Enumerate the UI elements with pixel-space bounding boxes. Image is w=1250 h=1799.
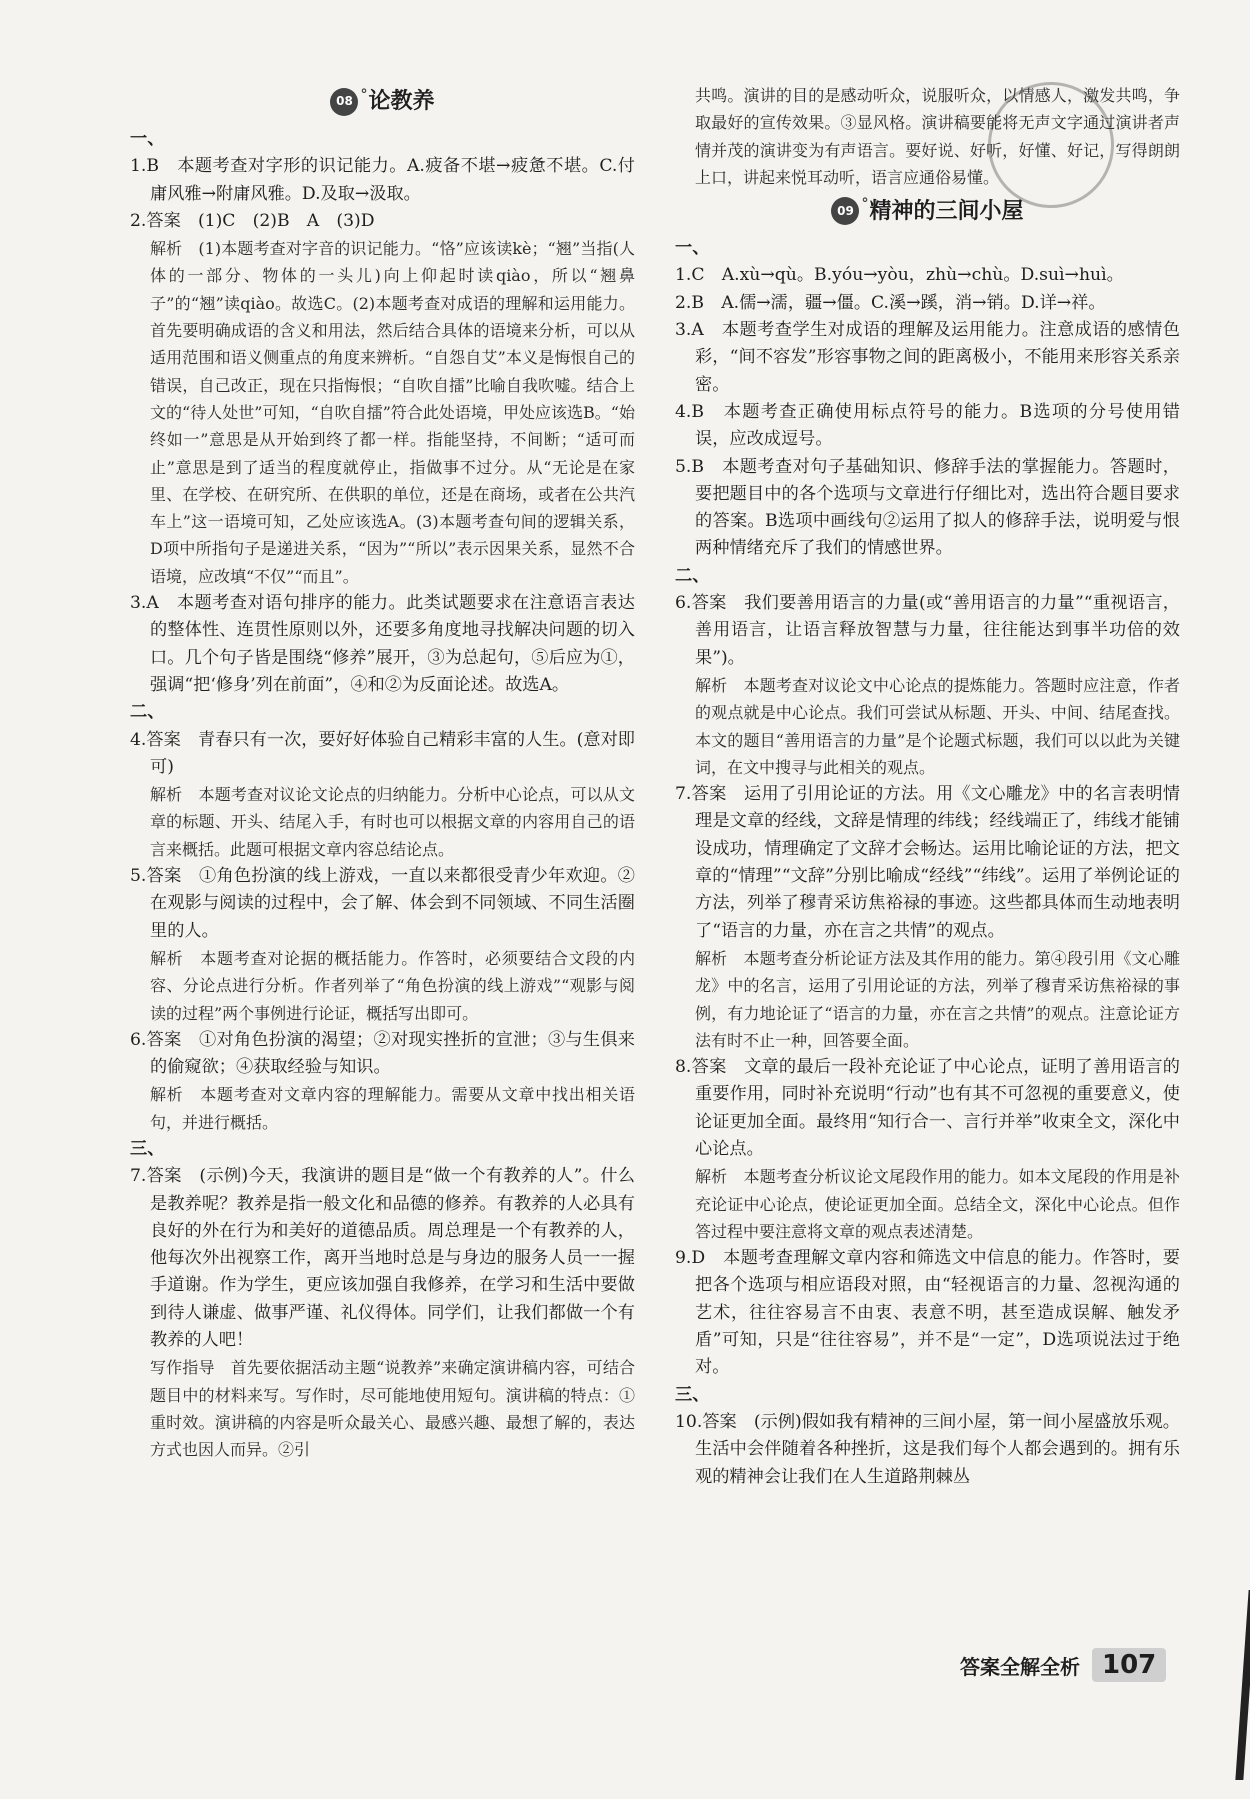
answer-item: 1.C A.xù→qù。B.yóu→yòu，zhù→chù。D.suì→huì。 xyxy=(675,265,1124,286)
answer-item: 5.答案 ①角色扮演的线上游戏，一直以来都很受青少年欢迎。②在观影与阅读的过程中，会了解、体会到不同领域、不同生活圈里的人。 xyxy=(130,866,635,941)
answer-item: 4.答案 青春只有一次，要好好体验自己精彩丰富的人生。(意对即可) xyxy=(130,729,635,777)
answer-item: 3.A 本题考查对语句排序的能力。此类试题要求在注意语言表达的整体性、连贯性原则以外，还要多角度地寻找解决问题的切入口。几个句子皆是围绕“修养”展开，③为总起句，⑤后应为①，强调“把‘修身’列在前面”，④和②为反面论述。故选A。 xyxy=(130,593,635,695)
answer-item: 10.答案 (示例)假如我有精神的三间小屋，第一间小屋盛放乐观。生活中会伴随着各种挫折，这是我们每个人都会遇到的。拥有乐观的精神会让我们在人生道路荆棘丛 xyxy=(675,1411,1180,1487)
answer-item: 6.答案 我们要善用语言的力量(或“善用语言的力量”“重视语言，善用语言，让语言释放智慧与力量，往往能达到事半功倍的效果”)。 xyxy=(675,593,1180,668)
part-heading: 三、 xyxy=(675,1384,710,1405)
answer-item: 1.B 本题考查对字形的识记能力。A.疲备不堪→疲惫不堪。C.付庸风雅→附庸风雅。D.及取→汲取。 xyxy=(130,156,635,204)
lesson-number-badge: 09 ° xyxy=(831,197,859,225)
part-heading: 二、 xyxy=(675,565,710,586)
explanation: 解析 本题考查对论据的概括能力。作答时，必须要结合文段的内容、分论点进行分析。作者列举了“角色扮演的线上游戏”“观影与阅读的过程”两个事例进行论证，概括写出即可。 xyxy=(150,948,635,1023)
left-column xyxy=(130,82,635,1464)
answer-item: 2.答案 (1)C (2)B A (3)D xyxy=(130,210,375,231)
explanation: 解析 本题考查对议论文中心论点的提炼能力。答题时应注意，作者的观点就是中心论点。我们可尝试从标题、开头、中间、结尾查找。本文的题目“善用语言的力量”是个论题式标题，我们可以以此为关键词，在文中搜寻与此相关的观点。 xyxy=(695,675,1180,777)
answer-item: 6.答案 ①对角色扮演的渴望；②对现实挫折的宣泄；③与生俱来的偷窥欲；④获取经验与知识。 xyxy=(130,1029,635,1078)
footer-label: 答案全解全析 xyxy=(960,1654,1080,1679)
page-footer xyxy=(960,1648,1166,1682)
answer-item: 2.B A.儒→濡，疆→僵。C.溪→蹊，消→销。D.详→祥。 xyxy=(675,292,1106,313)
right-column xyxy=(675,82,1180,1491)
continued-text: 共鸣。演讲的目的是感动听众，说服听众，以情感人，激发共鸣，争取最好的宣传效果。③显风格。演讲稿要能将无声文字通过演讲者声情并茂的演讲变为有声语言。要好说、好听，好懂、好记，写得朗朗上口，讲起来悦耳动听，语言应通俗易懂。 xyxy=(695,86,1180,187)
part-heading: 二、 xyxy=(130,702,165,723)
lesson-number-badge: 08 ° xyxy=(330,88,358,116)
answer-item: 7.答案 运用了引用论证的方法。用《文心雕龙》中的名言表明情理是文章的经线，文辞是情理的纬线；经线端正了，纬线才能铺设成功，情理确定了文辞才会畅达。运用比喻论证的方法，把文章的“情理”“文辞”分别比喻成“经线”“纬线”。运用了举例论证的方法，列举了穆青采访焦裕禄的事迹。这些都具体而生动地表明了“语言的力量，亦在言之共情”的观点。 xyxy=(675,784,1180,941)
page-edge-shadow xyxy=(1235,1590,1250,1780)
explanation: 解析 本题考查对文章内容的理解能力。需要从文章中找出相关语句，并进行概括。 xyxy=(150,1085,635,1132)
answer-item: 9.D 本题考查理解文章内容和筛选文中信息的能力。作答时，要把各个选项与相应语段对照，由“轻视语言的力量、忽视沟通的艺术，往往容易言不由衷、表意不明，甚至造成误解、触发矛盾”可知，只是“往往容易”，并不是“一定”，D选项说法过于绝对。 xyxy=(675,1248,1180,1378)
section-title-09 xyxy=(675,191,1180,231)
page-number: 107 xyxy=(1092,1648,1166,1682)
answer-item: 7.答案 (示例)今天，我演讲的题目是“做一个有教养的人”。什么是教养呢？教养是指一般文化和品德的修养。有教养的人必具有良好的外在行为和美好的道德品质。周总理是一个有教养的人，他每次外出视察工作，离开当地时总是与身边的服务人员一一握手道谢。作为学生，更应该加强自我修养，在学习和生活中要做到待人谦虚、做事严谨、礼仪得体。同学们，让我们都做一个有教养的人吧！ xyxy=(130,1166,635,1351)
lesson-title: 论教养 xyxy=(368,89,435,115)
explanation: 解析 本题考查对议论文论点的归纳能力。分析中心论点，可以从文章的标题、开头、结尾入手，有时也可以根据文章的内容用自己的语言来概括。此题可根据文章内容总结论点。 xyxy=(150,785,635,859)
answer-item: 4.B 本题考查正确使用标点符号的能力。B选项的分号使用错误，应改成逗号。 xyxy=(675,401,1180,450)
answer-item: 5.B 本题考查对句子基础知识、修辞手法的掌握能力。答题时，要把题目中的各个选项与文章进行仔细比对，选出符合题目要求的答案。B选项中画线句②运用了拟人的修辞手法，说明爱与恨两种情绪充斥了我们的情感世界。 xyxy=(675,456,1180,559)
part-heading: 三、 xyxy=(130,1138,165,1159)
section-title-08 xyxy=(130,82,635,122)
explanation: 解析 (1)本题考查对字音的识记能力。“恪”应该读kè；“翘”当指(人体的一部分、物体的一头儿)向上仰起时读qiào，所以“翘鼻子”的“翘”读qiào。故选C。(2)本题考查对成语的理解和运用能力。首先要明确成语的含义和用法，然后结合具体的语境来分析，可以从适用范围和语义侧重点的角度来辨析。“自怨自艾”本义是悔恨自己的错误，自己改正，现在只指悔恨；“自吹自擂”比喻自我吹嘘。结合上文的“待人处世”可知，“自吹自擂”符合此处语境，甲处应该选B。“始终如一”意思是从开始到终了都一样。指能坚持，不间断；“适可而止”意思是到了适当的程度就停止，指做事不过分。从“无论是在家里、在学校、在研究所、在供职的单位，还是在商场，或者在公共汽车上”这一语境可知，乙处应该选A。(3)本题考查句间的逻辑关系，D项中所指句子是递进关系，“因为”“所以”表示因果关系，显然不合语境，应改填“不仅”“而且”。 xyxy=(150,239,635,586)
explanation: 解析 本题考查分析论证方法及其作用的能力。第④段引用《文心雕龙》中的名言，运用了引用论证的方法，列举了穆青采访焦裕禄的事例，有力地论证了“语言的力量，亦在言之共情”的观点。注意论证方法有时不止一种，回答要全面。 xyxy=(695,948,1180,1050)
answer-item: 3.A 本题考查学生对成语的理解及运用能力。注意成语的感情色彩，“间不容发”形容事物之间的距离极小，不能用来形容关系亲密。 xyxy=(675,320,1180,395)
writing-guide: 写作指导 首先要依据活动主题“说教养”来确定演讲稿内容，可结合题目中的材料来写。写作时，尽可能地使用短句。演讲稿的特点：①重时效。演讲稿的内容是听众最关心、最感兴趣、最想了解的，表达方式也因人而异。②引 xyxy=(150,1358,635,1460)
part-heading: 一、 xyxy=(130,129,165,149)
part-heading: 一、 xyxy=(675,238,710,259)
lesson-title: 精神的三间小屋 xyxy=(869,198,1024,224)
answer-item: 8.答案 文章的最后一段补充论证了中心论点，证明了善用语言的重要作用，同时补充说明“行动”也有其不可忽视的重要意义，使论证更加全面。最终用“知行合一、言行并举”收束全文，深化中心论点。 xyxy=(675,1057,1180,1159)
explanation: 解析 本题考查分析议论文尾段作用的能力。如本文尾段的作用是补充论证中心论点，使论证更加全面。总结全文，深化中心论点。但作答过程中要注意将文章的观点表述清楚。 xyxy=(695,1167,1180,1241)
